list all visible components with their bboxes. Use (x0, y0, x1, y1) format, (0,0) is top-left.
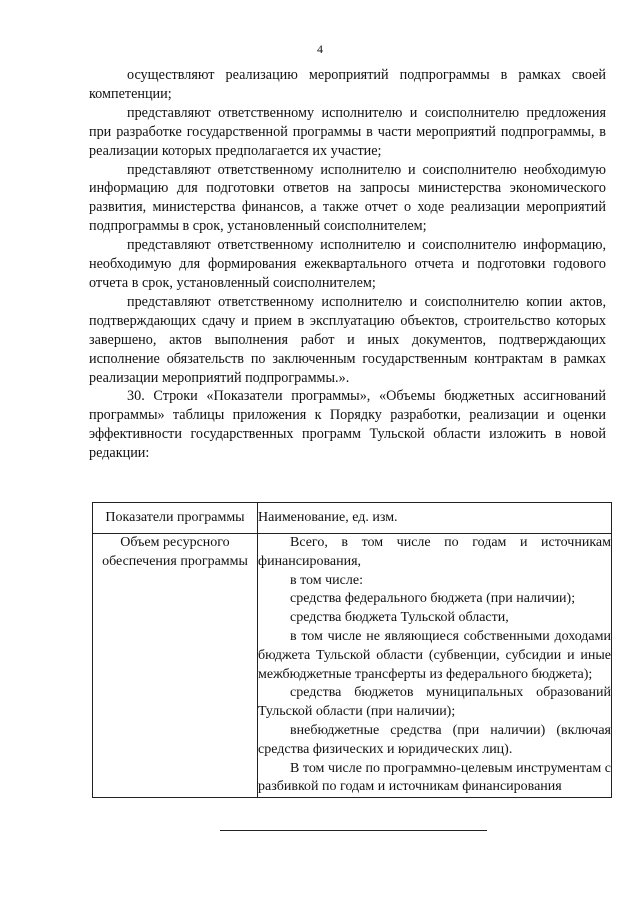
table-cell-line: средства бюджета Тульской области, (290, 610, 509, 626)
table-row (93, 534, 612, 798)
table-cell-content (258, 534, 612, 798)
paragraph: представляют ответственному исполнителю и соисполнителю копии актов, подтверждающих сдачу и прием в эксплуатацию объектов, строительство которых завершено, актов выполнения работ и иных документов, подтверждающих исполнение обязательств по заключенным государственным контрактам в рамках реализации мероприятий подпрограммы.». (89, 293, 606, 386)
program-table (92, 502, 612, 798)
table-cell-line: средства федерального бюджета (при наличии); (290, 591, 576, 607)
paragraph: осуществляют реализацию мероприятий подпрограммы в рамках своей компетенции; (89, 67, 606, 102)
table-cell-line: внебюджетные средства (при наличии) (включая средства физических и юридических лиц). (258, 722, 611, 757)
document-body (89, 66, 606, 463)
table-cell-line: Всего, в том числе по годам и источникам финансирования, (258, 535, 611, 569)
paragraph: представляют ответственному исполнителю и соисполнителю информацию, необходимую для формирования ежеквартального отчета и подготовки годового отчета в срок, установленный соисполнителем; (89, 237, 606, 291)
table-header-cell: Наименование, ед. изм. (258, 503, 612, 534)
table-cell-line: средства бюджетов муниципальных образований Тульской области (при наличии); (258, 685, 611, 720)
table-header-cell: Показатели программы (93, 503, 258, 534)
paragraph: представляют ответственному исполнителю и соисполнителю предложения при разработке государственной программы в части мероприятий подпрограммы, в реализации которых предполагается их участие; (89, 104, 606, 159)
page-number: 4 (317, 42, 323, 56)
table-cell-line: в том числе: (290, 572, 363, 588)
table-cell-label: Объем ресурсного обеспечения программы (93, 534, 258, 798)
table-cell-line: В том числе по программно-целевым инструментам с разбивкой по годам и источникам финансирования (258, 760, 611, 795)
paragraph: представляют ответственному исполнителю и соисполнителю необходимую информацию для подготовки ответов на запросы министерства экономического развития, министерства финансов, а также отчет о ходе реализации мероприятий подпрограммы в срок, установленный соисполнителем; (89, 161, 606, 235)
end-divider (220, 830, 487, 831)
paragraph: 30. Строки «Показатели программы», «Объемы бюджетных ассигнований программы» таблицы приложения к Порядку разработки, реализации и оценки эффективности государственных программ Тульской области изложить в новой редакции: (89, 388, 606, 462)
table-cell-line: в том числе не являющиеся собственными доходами бюджета Тульской области (субвенции, субсидии и иные межбюджетные трансферты из федерального бюджета); (258, 628, 611, 682)
table-header-row (93, 503, 612, 534)
